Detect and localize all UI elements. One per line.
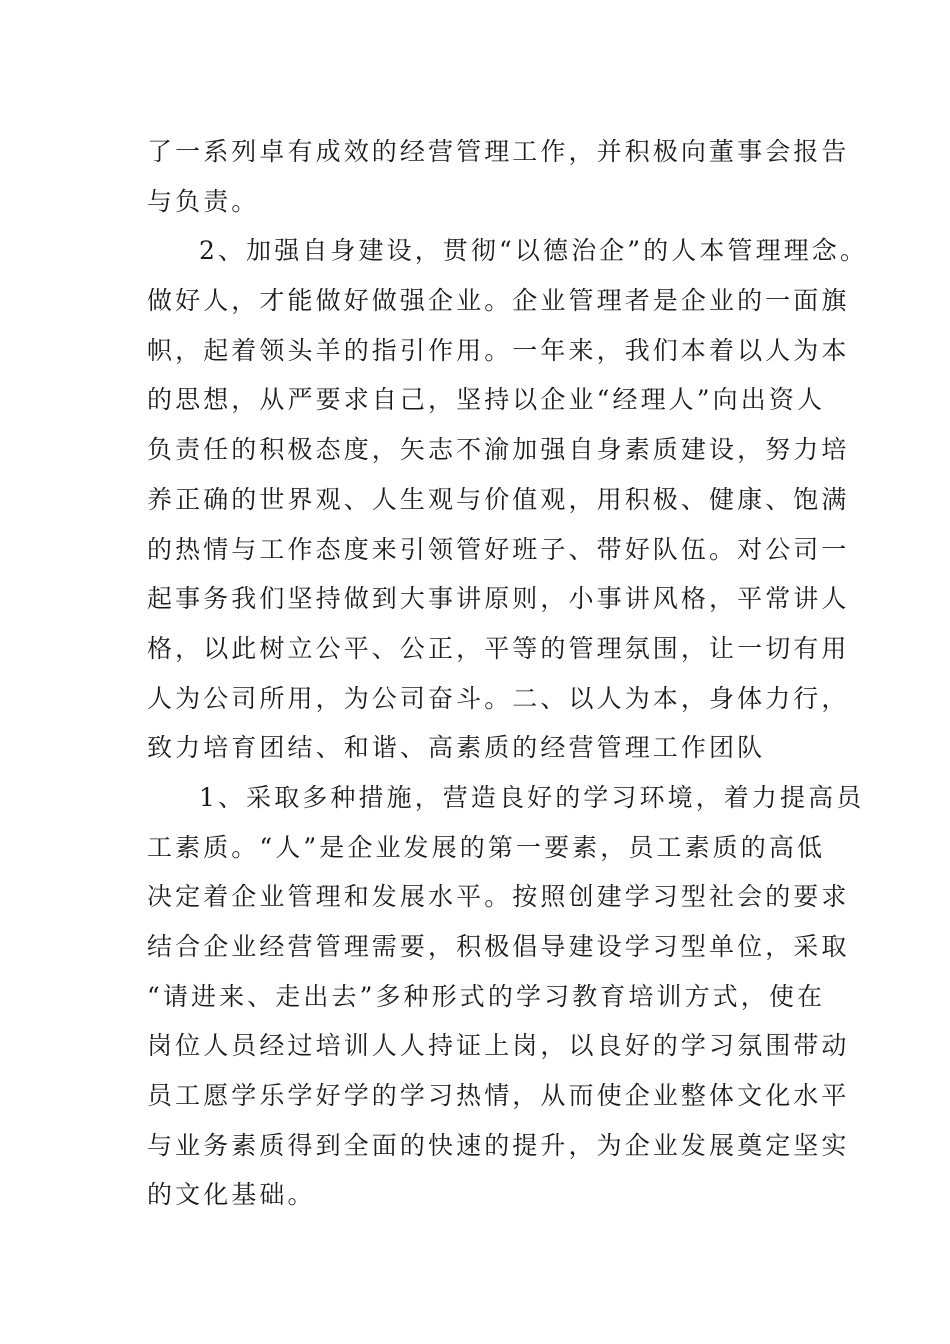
- text-line: 养正确的世界观、人生观与价值观，用积极、健康、饱满: [147, 484, 850, 514]
- text-line: 的思想，从严要求自己，坚持以企业“经理人”向出资人: [147, 385, 826, 415]
- text-line: 的文化基础。: [147, 1180, 316, 1210]
- text-line: 格，以此树立公平、公正，平等的管理氛围，让一切有用: [147, 633, 850, 663]
- text-line: 与负责。: [147, 186, 260, 216]
- text-line: 了一系列卓有成效的经营管理工作，并积极向董事会报告: [147, 137, 850, 166]
- text-line: 负责任的积极态度，矢志不渝加强自身素质建设，努力培: [147, 435, 850, 465]
- text-line: 起事务我们坚持做到大事讲原则，小事讲风格，平常讲人: [147, 584, 850, 614]
- text-line: 决定着企业管理和发展水平。按照创建学习型社会的要求: [147, 882, 850, 912]
- text-line: 工素质。“人”是企业发展的第一要素，员工素质的高低: [147, 832, 826, 862]
- text-line: 人为公司所用，为公司奋斗。二、以人为本，身体力行，: [147, 683, 850, 713]
- body-text: [147, 127, 868, 1220]
- text-line: 的热情与工作态度来引领管好班子、带好队伍。对公司一: [147, 534, 850, 564]
- text-line: “请进来、走出去”多种形式的学习教育培训方式，使在: [147, 981, 826, 1011]
- text-line: 致力培育团结、和谐、高素质的经营管理工作团队: [147, 733, 766, 763]
- text-line: 做好人，才能做好做强企业。企业管理者是企业的一面旗: [147, 286, 850, 316]
- paragraph-start-line: 2、加强自身建设，贯彻“以德治企”的人本管理理念。: [199, 236, 868, 266]
- text-line: 岗位人员经过培训人人持证上岗，以良好的学习氛围带动: [147, 1031, 850, 1061]
- text-line: 帜，起着领头羊的指引作用。一年来，我们本着以人为本: [147, 335, 850, 365]
- paragraph-start-line: 1、采取多种措施，营造良好的学习环境，着力提高员: [199, 782, 865, 812]
- text-line: 与业务素质得到全面的快速的提升，为企业发展奠定坚实: [147, 1130, 850, 1160]
- text-line: 结合企业经营管理需要，积极倡导建设学习型单位，采取: [147, 932, 850, 961]
- text-line: 员工愿学乐学好学的学习热情，从而使企业整体文化水平: [147, 1081, 850, 1111]
